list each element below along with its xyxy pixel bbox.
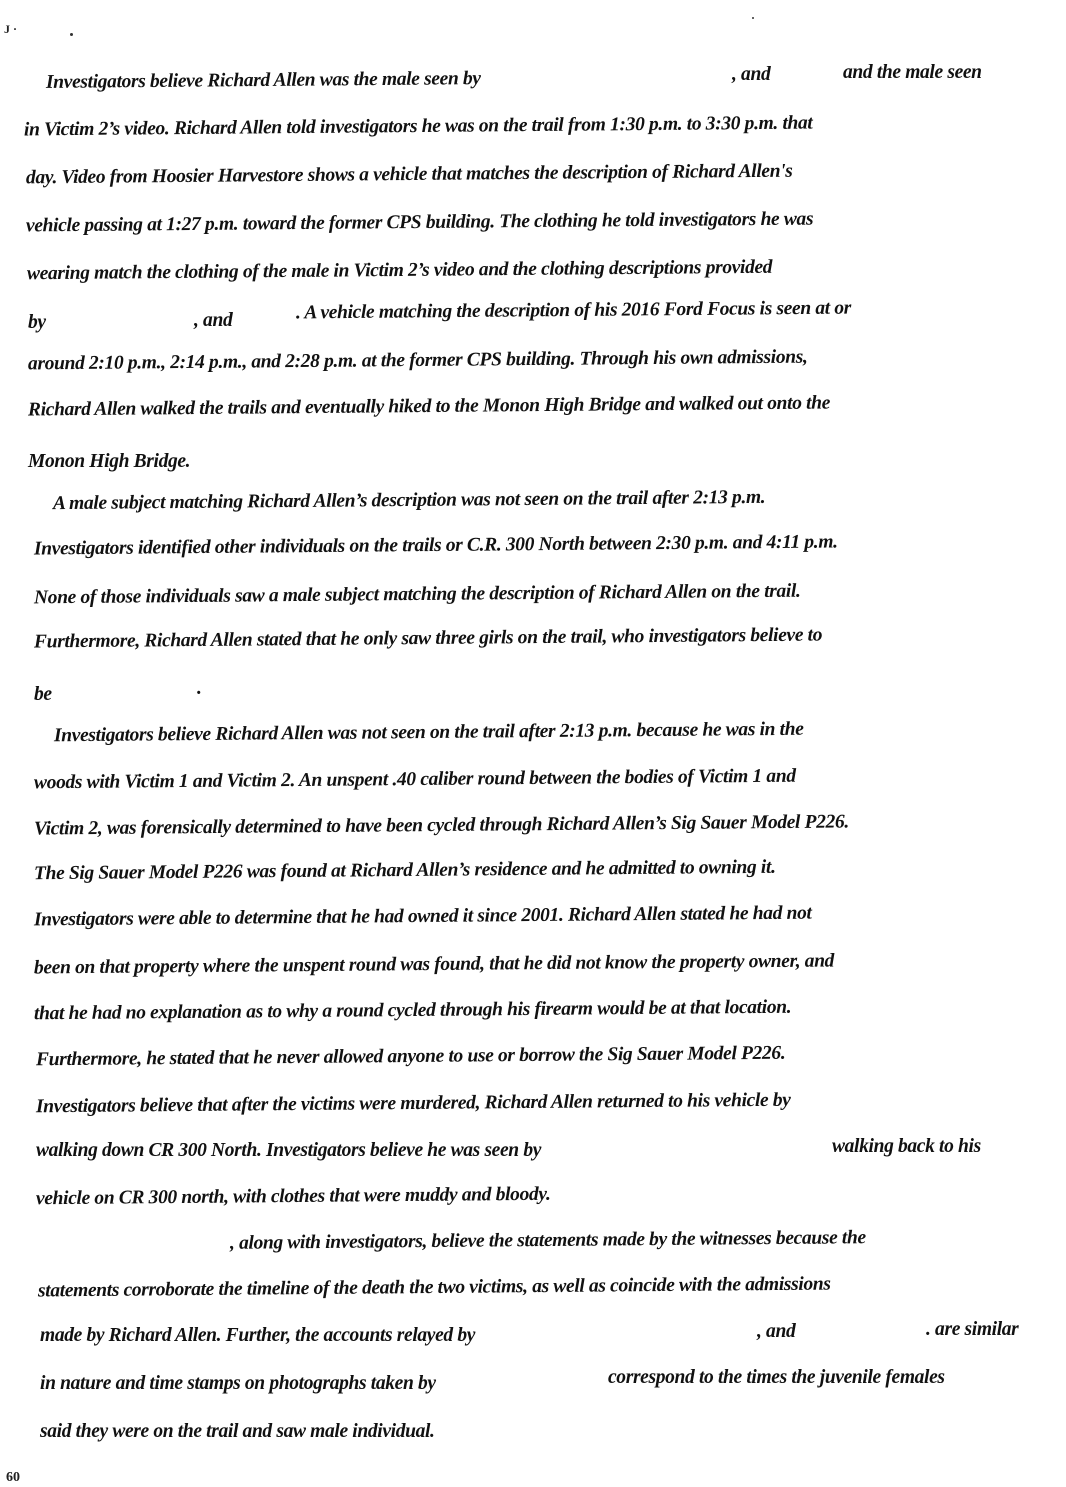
text-line: . A vehicle matching the description of his 2016 Ford Focus is seen at or xyxy=(295,297,852,324)
text-line: statements corroborate the timeline of the death the two victims, as well as coincide with the admissions xyxy=(37,1273,831,1302)
text-line: Furthermore, Richard Allen stated that he only saw three girls on the trail, who investigators believe to xyxy=(33,624,823,653)
header-mark: J · xyxy=(4,22,18,36)
text-line: Richard Allen walked the trails and eventually hiked to the Monon High Bridge and walked out onto the xyxy=(27,392,831,421)
text-line: wearing match the clothing of the male in Victim 2’s video and the clothing descriptions provided xyxy=(26,256,773,285)
text-line: Investigators believe Richard Allen was not seen on the trail after 2:13 p.m. because he was in the xyxy=(53,718,804,747)
text-line: , along with investigators, believe the statements made by the witnesses because the xyxy=(229,1227,866,1254)
text-line: Investigators identified other individuals on the trails or C.R. 300 North between 2:30 p.m. and 4:11 p.m. xyxy=(33,531,838,560)
text-line: vehicle on CR 300 north, with clothes that were muddy and bloody. xyxy=(35,1183,551,1210)
text-line: None of those individuals saw a male subject matching the description of Richard Allen on the trail. xyxy=(33,580,801,609)
text-line: day. Video from Hoosier Harvestore shows a vehicle that matches the description of Richard Allen's xyxy=(25,160,793,189)
text-line: Monon High Bridge. xyxy=(28,451,191,472)
text-line: that he had no explanation as to why a round cycled through his firearm would be at that location. xyxy=(33,996,792,1025)
text-line: correspond to the times the juvenile females xyxy=(608,1367,945,1388)
text-line: , and xyxy=(732,64,771,85)
text-line: , and xyxy=(757,1321,796,1342)
text-line: and the male seen xyxy=(843,62,982,83)
text-line: in nature and time stamps on photographs taken by xyxy=(40,1373,436,1394)
text-line: Investigators believe Richard Allen was the male seen by xyxy=(45,68,481,93)
text-line: be xyxy=(34,684,52,705)
text-line: Investigators were able to determine that he had owned it since 2001. Richard Allen stated he had not xyxy=(33,902,812,931)
text-line: vehicle passing at 1:27 p.m. toward the former CPS building. The clothing he told investigators he was xyxy=(25,208,814,237)
text-line: Furthermore, he stated that he never allowed anyone to use or borrow the Sig Sauer Model P226. xyxy=(35,1042,786,1071)
text-line: said they were on the trail and saw male individual. xyxy=(40,1421,435,1442)
scan-speck xyxy=(752,17,754,19)
text-line: by xyxy=(28,312,46,333)
text-line: around 2:10 p.m., 2:14 p.m., and 2:28 p.m. at the former CPS building. Through his own admissions, xyxy=(27,346,808,375)
page-number-fragment: 60 xyxy=(6,1470,20,1485)
text-line: Investigators believe that after the victims were murdered, Richard Allen returned to his vehicle by xyxy=(35,1089,791,1118)
text-line: , and xyxy=(194,310,233,331)
text-line: made by Richard Allen. Further, the accounts relayed by xyxy=(40,1325,476,1346)
text-line: The Sig Sauer Model P226 was found at Richard Allen’s residence and he admitted to owning it. xyxy=(33,856,776,885)
text-line: in Victim 2’s video. Richard Allen told investigators he was on the trail from 1:30 p.m. to 3:30 p.m. that xyxy=(23,112,813,141)
text-line: woods with Victim 1 and Victim 2. An unspent .40 caliber round between the bodies of Victim 1 and xyxy=(33,765,796,794)
text-line: walking down CR 300 North. Investigators believe he was seen by xyxy=(36,1140,542,1161)
text-line: walking back to his xyxy=(832,1136,981,1157)
text-line: A male subject matching Richard Allen’s description was not seen on the trail after 2:13 p.m. xyxy=(52,486,766,515)
text-line: . are similar xyxy=(926,1319,1019,1340)
text-line: . xyxy=(197,678,202,699)
text-line: been on that property where the unspent round was found, that he did not know the property owner, and xyxy=(33,950,835,979)
scan-speck xyxy=(70,33,73,36)
text-line: Victim 2, was forensically determined to have been cycled through Richard Allen’s Sig Sauer Model P226. xyxy=(33,811,849,840)
